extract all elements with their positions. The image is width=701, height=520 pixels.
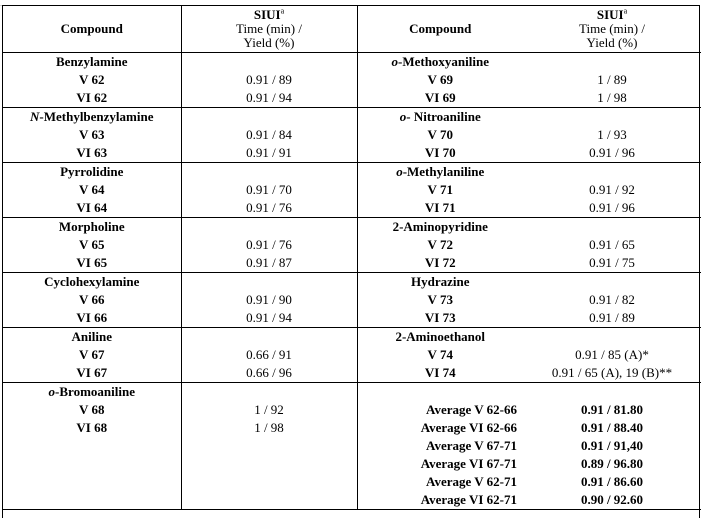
table-row — [3, 346, 701, 364]
table-cell-c3: V 70 — [427, 127, 453, 142]
table-cell-c3: o-Methoxyaniline — [357, 53, 523, 72]
table-cell-c4: 1 / 98 — [597, 90, 627, 105]
table-cell-c1: VI 64 — [3, 199, 181, 218]
table-row — [3, 273, 701, 292]
table-row — [3, 236, 701, 254]
table-cell-c3: Average V 62-66 — [426, 402, 517, 417]
table-cell-c1: Aniline — [3, 328, 181, 347]
table-cell-c4: 0.91 / 65 — [589, 237, 635, 252]
table-cell-c2: 1 / 92 — [181, 401, 357, 419]
header-siui-right: SIUI$^a$ Time (min) / Yield (%) — [579, 6, 645, 50]
table-cell-c2: 0.91 / 90 — [181, 291, 357, 309]
table-row — [3, 455, 701, 473]
table-row — [3, 144, 701, 163]
table-cell-c3: Hydrazine — [357, 273, 523, 292]
table-cell-c3 — [357, 383, 523, 402]
table-row — [3, 473, 701, 491]
table-cell-c1: Cyclohexylamine — [3, 273, 181, 292]
table-cell-c3: VI 70 — [424, 145, 456, 160]
table-cell-c2: 0.91 / 94 — [181, 89, 357, 108]
table-cell-c4: 1 / 93 — [597, 127, 627, 142]
table-cell-c4: 0.91 / 81.80 — [580, 402, 644, 417]
table-cell-c2: 0.66 / 96 — [181, 364, 357, 383]
table-cell-c1 — [3, 473, 181, 491]
table-row — [3, 218, 701, 237]
table-cell-c4 — [523, 328, 701, 347]
table-cell-c1 — [3, 455, 181, 473]
table-cell-c3: VI 73 — [424, 310, 456, 325]
table-cell-c2: 0.91 / 94 — [181, 309, 357, 328]
table-cell-c3: V 74 — [427, 347, 453, 362]
table-cell-c4: 0.91 / 89 — [589, 310, 635, 325]
table-row — [3, 383, 701, 402]
table-cell-c3: Average V 67-71 — [426, 438, 517, 453]
table-cell-c2: 0.91 / 89 — [181, 71, 357, 89]
table-cell-c3: VI 74 — [424, 365, 456, 380]
table-cell-c1: VI 63 — [3, 144, 181, 163]
table-cell-c2 — [181, 328, 357, 347]
table-cell-c3: o- Nitroaniline — [357, 108, 523, 127]
table-cell-c2: 0.91 / 91 — [181, 144, 357, 163]
table-cell-c1: V 68 — [3, 401, 181, 419]
table-cell-c1: N-Methylbenzylamine — [3, 108, 181, 127]
table-cell-c3: 2-Aminoethanol — [357, 328, 523, 347]
table-header-row — [3, 6, 701, 53]
table-cell-c4: 0.91 / 85 (A)* — [575, 347, 649, 362]
table-cell-c2: 1 / 98 — [181, 419, 357, 437]
table-cell-c1: VI 68 — [3, 419, 181, 437]
table-cell-c4: 0.91 / 82 — [589, 292, 635, 307]
table-cell-c2 — [181, 383, 357, 402]
table-cell-c2: 0.91 / 70 — [181, 181, 357, 199]
table-row — [3, 53, 701, 72]
table-cell-c4: 0.91 / 96 — [589, 145, 635, 160]
table-row — [3, 491, 701, 510]
table-cell-c4 — [523, 108, 701, 127]
table-cell-c4 — [523, 383, 701, 402]
table-cell-c1: o-Bromoaniline — [3, 383, 181, 402]
table-cell-c3: V 69 — [427, 72, 453, 87]
table-cell-c2 — [181, 163, 357, 182]
table-cell-c1 — [3, 491, 181, 510]
table-cell-c4: 1 / 89 — [597, 72, 627, 87]
table-row — [3, 71, 701, 89]
table-row — [3, 328, 701, 347]
table-row — [3, 89, 701, 108]
table-cell-c2: 0.91 / 76 — [181, 199, 357, 218]
header-compound-right: Compound — [409, 21, 472, 36]
table-cell-c3: Average VI 62-71 — [357, 491, 523, 510]
table-cell-c4: 0.91 / 65 (A), 19 (B)** — [551, 365, 673, 380]
table-row — [3, 254, 701, 273]
table-cell-c4: 0.91 / 92 — [589, 182, 635, 197]
table-cell-c4: 0.91 / 75 — [589, 255, 635, 270]
table-cell-c1: V 66 — [3, 291, 181, 309]
table-cell-c1: Morpholine — [3, 218, 181, 237]
table-row — [3, 108, 701, 127]
table-cell-c4: 0.91 / 88.40 — [580, 420, 644, 435]
table-cell-c4: 0.91 / 86.60 — [580, 474, 644, 489]
table-cell-c2 — [181, 491, 357, 510]
table-cell-c3: o-Methylaniline — [357, 163, 523, 182]
table-row — [3, 181, 701, 199]
table-row — [3, 291, 701, 309]
table-cell-c3: VI 71 — [424, 200, 456, 215]
table-cell-c2: 0.91 / 87 — [181, 254, 357, 273]
table-cell-c2 — [181, 53, 357, 72]
header-siui-left: SIUI$^a$ Time (min) / Yield (%) — [181, 6, 357, 53]
table-row — [3, 126, 701, 144]
table-row — [3, 364, 701, 383]
header-compound-left: Compound — [3, 6, 181, 53]
table-cell-c3: V 72 — [427, 237, 453, 252]
table-cell-c1: VI 66 — [3, 309, 181, 328]
table-cell-c4: 0.90 / 92.60 — [523, 491, 701, 510]
table-cell-c2: 0.66 / 91 — [181, 346, 357, 364]
table-cell-c2: 0.91 / 76 — [181, 236, 357, 254]
table-cell-c1 — [3, 437, 181, 455]
table-cell-c2 — [181, 437, 357, 455]
table-cell-c1: VI 67 — [3, 364, 181, 383]
table-row — [3, 199, 701, 218]
table-cell-c1: V 63 — [3, 126, 181, 144]
table-cell-c1: VI 62 — [3, 89, 181, 108]
table-cell-c1: V 62 — [3, 71, 181, 89]
table-cell-c4: 0.91 / 96 — [589, 200, 635, 215]
table-cell-c2 — [181, 273, 357, 292]
table-cell-c3: Average VI 67-71 — [420, 456, 517, 471]
results-table — [2, 5, 700, 518]
table-cell-c3: V 71 — [427, 182, 453, 197]
table-cell-c3: VI 69 — [424, 90, 456, 105]
table-row — [3, 163, 701, 182]
table-row — [3, 309, 701, 328]
table-row — [3, 401, 701, 419]
table-cell-c1: V 65 — [3, 236, 181, 254]
table-cell-c1: Pyrrolidine — [3, 163, 181, 182]
table-cell-c4 — [523, 218, 701, 237]
table-cell-c4 — [523, 273, 701, 292]
table-cell-c3: Average V 62-71 — [426, 474, 517, 489]
table-cell-c4: 0.91 / 91,40 — [580, 438, 644, 453]
results-table-grid — [3, 6, 701, 510]
table-cell-c3: VI 72 — [424, 255, 456, 270]
table-cell-c2 — [181, 218, 357, 237]
table-cell-c4 — [523, 163, 701, 182]
table-row — [3, 437, 701, 455]
table-cell-c1: Benzylamine — [3, 53, 181, 72]
table-cell-c3: V 73 — [427, 292, 453, 307]
table-cell-c1: V 64 — [3, 181, 181, 199]
table-cell-c1: V 67 — [3, 346, 181, 364]
table-row — [3, 419, 701, 437]
table-cell-c2: 0.91 / 84 — [181, 126, 357, 144]
table-cell-c2 — [181, 108, 357, 127]
table-cell-c1: VI 65 — [3, 254, 181, 273]
table-cell-c4: 0.89 / 96.80 — [580, 456, 644, 471]
table-cell-c2 — [181, 473, 357, 491]
table-cell-c2 — [181, 455, 357, 473]
table-cell-c3: 2-Aminopyridine — [357, 218, 523, 237]
table-cell-c4 — [523, 53, 701, 72]
table-cell-c3: Average VI 62-66 — [420, 420, 517, 435]
table-body — [3, 53, 701, 510]
